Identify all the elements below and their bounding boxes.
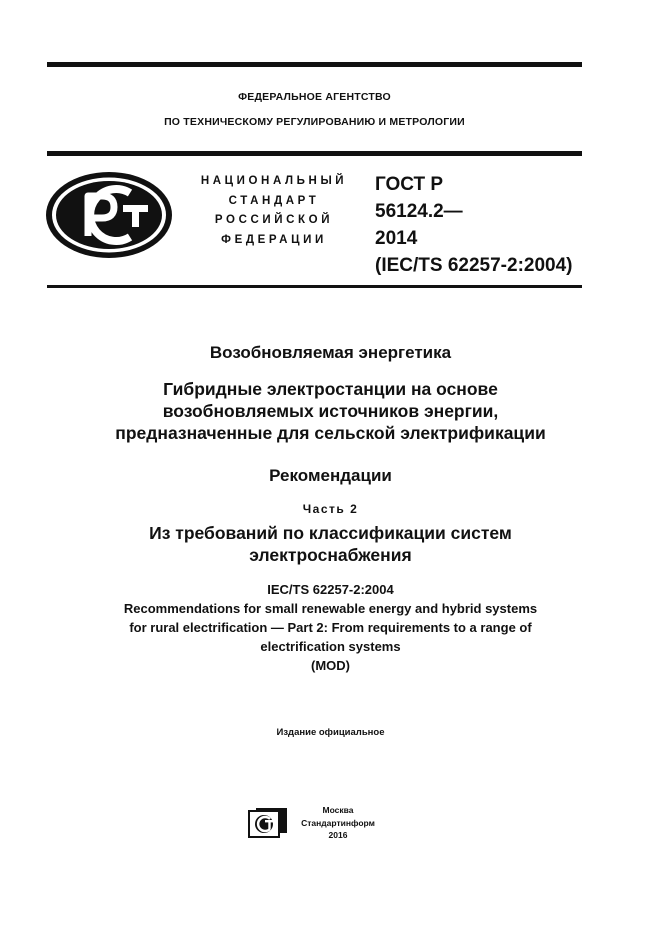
national-standard-line-1: НАЦИОНАЛЬНЫЙ [200,175,348,187]
english-line-5: (MOD) [311,658,350,673]
part-title [47,522,614,566]
part-title-line-1: Из требований по классификации систем [149,523,512,543]
edition-label: Издание официальное [276,727,385,738]
english-line-4: electrification systems [260,639,401,654]
agency-line-1: ФЕДЕРАЛЬНОЕ АГЕНТСТВО [238,91,391,103]
main-title-line-2: возобновляемых источников энергии, [162,401,499,421]
recommendations-heading: Рекомендации [269,466,392,485]
publisher-text [293,804,383,842]
designation-line-1: ГОСТ Р [375,174,444,195]
header-rule [47,151,582,156]
main-title [47,378,614,444]
english-line-3: for rural electrification — Part 2: From requirements to a range of [129,620,532,635]
national-standard-label [188,172,360,250]
main-title-line-1: Гибридные электростанции на основе [163,379,498,399]
publisher-name: Стандартинформ [301,817,375,828]
national-standard-line-4: ФЕДЕРАЦИИ [221,233,327,246]
designation-line-3: 2014 [375,228,418,249]
rst-gost-emblem-icon [44,170,174,260]
field-title: Возобновляемая энергетика [209,343,452,362]
standard-designation [375,171,585,279]
designation-line-4: (IEC/TS 62257-2:2004) [375,255,573,276]
english-title [47,580,614,675]
national-standard-line-3: РОССИЙСКОЙ [214,214,334,226]
designation-line-2: 56124.2— [375,201,463,222]
part-label: Часть 2 [302,502,359,516]
publisher-city: Москва [322,805,354,815]
agency-line-2: ПО ТЕХНИЧЕСКОМУ РЕГУЛИРОВАНИЮ И МЕТРОЛОГИИ [164,116,465,128]
english-line-1: IEC/TS 62257-2:2004 [267,582,394,597]
standartinform-logo-icon [248,807,288,839]
part-title-line-2: электроснабжения [249,545,412,565]
top-rule [47,62,582,67]
english-line-2: Recommendations for small renewable energy and hybrid systems [123,601,538,616]
emblem-rule [47,285,582,288]
main-title-line-3: предназначенные для сельской электрификации [115,423,546,443]
publisher-year: 2016 [328,830,348,840]
national-standard-line-2: СТАНДАРТ [228,194,320,207]
publisher-block [248,804,408,844]
